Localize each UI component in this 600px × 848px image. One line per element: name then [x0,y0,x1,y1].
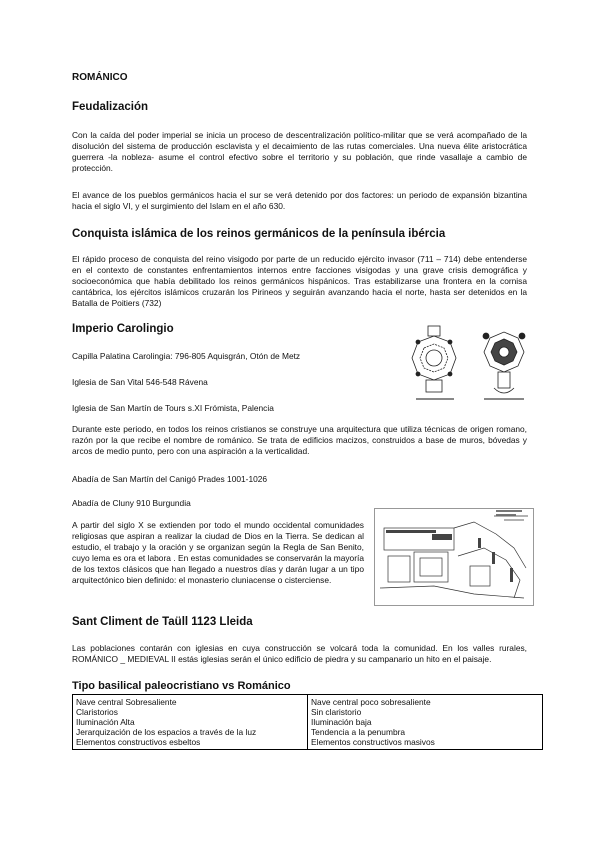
list-item: Nave central Sobresaliente [76,697,177,707]
heading-tabla: Tipo basilical paleocristiano vs Románico [72,680,291,692]
list-item: Iglesia de San Vital 546-548 Rávena [72,377,208,387]
cluny-monastery-plan-figure [374,508,534,606]
heading-feudalizacion: Feudalización [72,101,149,113]
list-item: Nave central poco sobresaliente [311,697,431,707]
list-item: Claristorios [76,707,118,717]
page-title: ROMÁNICO [72,72,128,83]
list-item: Sin claristorio [311,707,362,717]
paragraph-conquista: El rápido proceso de conquista del reino visigodo por parte de un reducido ejército invasor (711 – 714) debe entenderse en el contexto de constantes enfrentamientos internos entre facciones visigodas y una grave crisis demográfica y socioeconómica que había debilitado los reinos germánicos hispánicos. Tras estabilizarse una frontera en la cornisa cantábrica, los ejércitos islámicos cruzarán los Pirineos y seguirán avanzando hacia el norte, hasta ser detenidos en la Batalla de Poitiers (732) [72,254,527,308]
list-item: Abadía de Cluny 910 Burgundia [72,498,191,508]
paragraph-feudalizacion-1: Con la caída del poder imperial se inicia un proceso de descentralización político-militar que se verá acompañado de la disolución del sistema de producción esclavista y el decaimiento de las rutas comerciales. Una nueva élite aristocrática guerrera -la nobleza- asume el control efectivo sobre el territorio y su población, que rinde vasallaje a cambio de protección. [72,130,527,173]
list-item: Elementos constructivos esbeltos [76,737,201,747]
heading-conquista: Conquista islámica de los reinos germánicos de la península ibércia [72,228,446,240]
column-romanico [308,695,543,750]
paragraph-romanico: Durante este periodo, en todos los reinos cristianos se construye una arquitectura que utiliza técnicas de origen romano, razón por la que recibe el nombre de románico. Se trata de edificios macizos, construidos a base de muros, bóvedas y arcos de medio punto, pero con una aspiración a la verticalidad. [72,424,527,456]
list-item: Tendencia a la penumbra [311,727,406,737]
list-item: Iluminación Alta [76,717,135,727]
paragraph-climent: Las poblaciones contarán con iglesias en cuya construcción se volcará toda la comunidad. En los valles rurales, ROMÁNICO _ MEDIEVAL II estás iglesias serán el único edificio de piedra y su campanario un hito en el paisaje. [72,643,527,664]
list-item: Capilla Palatina Carolingia: 796-805 Aquisgrán, Otón de Metz [72,351,301,361]
column-paleocristiano [73,695,308,750]
capilla-palatina-plans-figure [398,322,534,408]
paragraph-feudalizacion-2: El avance de los pueblos germánicos hacia el sur se verá detenido por dos factores: un periodo de expansión bizantina hacia el siglo VI, y el surgimiento del Islam en el año 630. [72,190,527,211]
list-item: Elementos constructivos masivos [311,737,435,747]
list-item: Jerarquización de los espacios a través de la luz [76,727,257,737]
table-row [73,695,543,750]
octagonal-plan-left [412,326,456,392]
comparison-table [72,694,543,750]
list-item: Iluminación baja [311,717,372,727]
heading-carolingio: Imperio Carolingio [72,323,174,335]
list-item: Iglesia de San Martín de Tours s.XI Frómista, Palencia [72,403,274,413]
list-item: Abadía de San Martín del Canigó Prades 1001-1026 [72,474,268,484]
heading-climent: Sant Climent de Taüll 1123 Lleida [72,616,253,628]
paragraph-monasterios: A partir del siglo X se extienden por todo el mundo occidental comunidades religiosas que aspiran a realizar la ciudad de Dios en la Tierra. Se dedican al estudio, el trabajo y la oración y se organizan según la Regla de San Benito, cuyo lema es ora et labora . En estas comunidades se conservarán la mayoría de los textos clásicos que han llegado a nuestros días y darán lugar a un tipo arquitectónico bien definido: el monasterio cluniacense o cisterciense. [72,520,364,585]
octagonal-plan-right [483,332,525,393]
